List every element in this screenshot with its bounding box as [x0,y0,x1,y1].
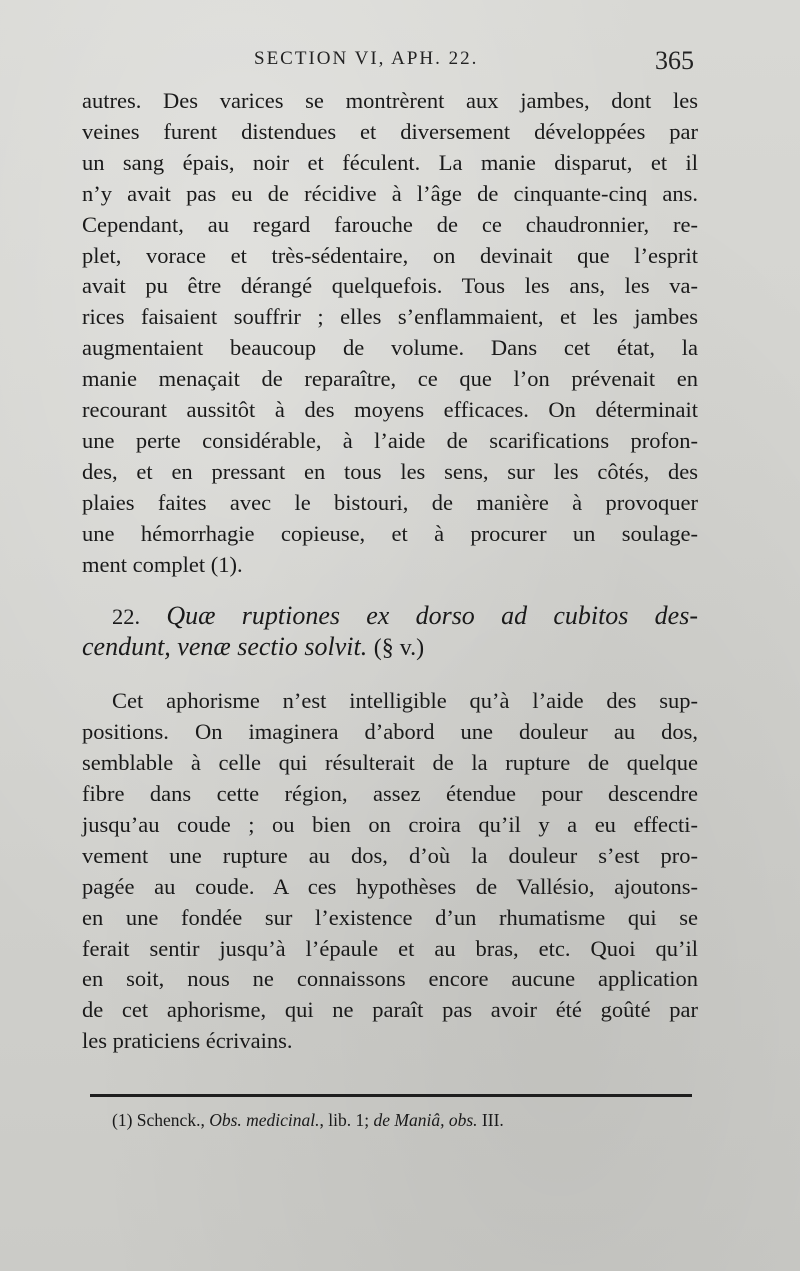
text-line: jusqu’au coude ; ou bien on croira qu’il y a eu effecti- [82,811,698,837]
text-line: Cependant, au regard farouche de ce chaudronnier, re- [82,211,698,237]
aphorism-text-1: Quæ ruptiones ex dorso ad cubitos des- [166,600,698,630]
text-line: recourant aussitôt à des moyens efficaces. On déterminait [82,397,698,423]
text-line: une perte considérable, à l’aide de scarifications profon- [82,427,698,453]
text-line: rices faisaient souffrir ; elles s’enflammaient, et les jambes [82,304,698,330]
text-line: ment complet (1). [82,551,243,577]
footnote-chapter: de Maniâ, obs. [373,1110,478,1130]
footnote-work: Obs. medicinal. [209,1110,320,1130]
text-line: un sang épais, noir et féculent. La manie disparut, et il [82,149,698,175]
text-line: Cet aphorisme n’est intelligible qu’à l’aide des sup- [112,688,698,714]
text-line: n’y avait pas eu de récidive à l’âge de cinquante-cinq ans. [82,180,698,206]
text-line: autres. Des varices se montrèrent aux jambes, dont les [82,88,698,113]
text-line: vement une rupture au dos, d’où la douleur s’est pro- [82,842,698,868]
aphorism-line-1 [82,601,698,633]
aphorism-number: 22. [112,603,141,629]
text-line: plaies faites avec le bistouri, de manière à provoquer [82,489,698,515]
aphorism-heading [82,601,698,665]
text-line: positions. On imaginera d’abord une douleur au dos, [82,719,698,745]
text-line: de cet aphorisme, qui ne paraît pas avoir été goûté par [82,997,698,1023]
footnote-author: Schenck., [136,1110,205,1130]
aphorism-reference: (§ v.) [373,635,425,662]
text-line: en une fondée sur l’existence d’un rhumatisme qui se [82,904,698,930]
text-line: avait pu être dérangé quelquefois. Tous les ans, les va- [82,273,698,299]
text-line: semblable à celle qui résulterait de la rupture de quelque [82,750,698,776]
running-head: SECTION VI, APH. 22. [254,48,479,69]
footnote-book: , lib. 1; [319,1110,370,1130]
aphorism-text-2: cendunt, venæ sectio solvit. [82,632,368,662]
footnote-rule [90,1094,692,1097]
text-line: ferait sentir jusqu’à l’épaule et au bras, etc. Quoi qu’il [82,935,698,961]
text-line: une hémorrhagie copieuse, et à procurer un soulage- [82,520,698,546]
footnote [112,1110,672,1131]
text-line: augmentaient beaucoup de volume. Dans cet état, la [82,335,698,361]
text-line: fibre dans cette région, assez étendue pour descendre [82,781,698,807]
commentary-paragraph [82,686,698,1057]
text-line: pagée au coude. A ces hypothèses de Vallésio, ajoutons- [82,873,698,899]
paragraph-continued [82,86,698,581]
text-line: les praticiens écrivains. [82,1028,293,1054]
text-line: en soit, nous ne connaissons encore aucune application [82,966,698,992]
text-line: veines furent distendues et diversement développées par [82,118,698,144]
text-line: manie menaçait de reparaître, ce que l’on prévenait en [82,366,698,392]
text-line: plet, vorace et très-sédentaire, on devinait que l’esprit [82,242,698,268]
page-number: 365 [655,46,694,75]
footnote-obs-number: III. [481,1110,504,1130]
body-text [82,86,698,1057]
page-header [82,46,694,86]
text-line: des, et en pressant en tous les sens, sur les côtés, des [82,458,698,484]
aphorism-line-2 [82,632,698,664]
footnote-marker: (1) [112,1110,133,1130]
